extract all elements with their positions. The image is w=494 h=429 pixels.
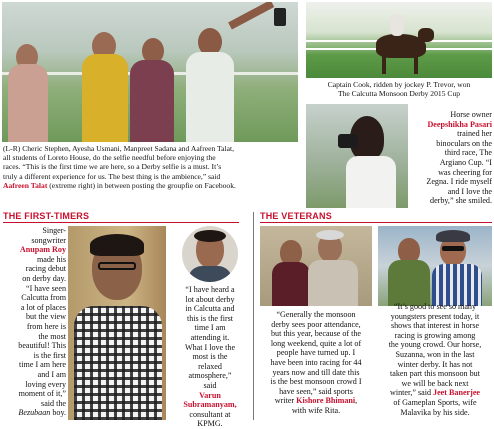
binoculars-icon [338,134,358,148]
binoculars-photo [306,104,408,208]
horse-race-photo [306,2,492,78]
jeet-text: “It’s good to see so many youngsters present today, it shows that interest in horse racing is growing among the young crowd. Our horse, Suzanna, won in the last winter derby. It has not taken part this monsoon but we will be back next winter,” said Jeet Banerjee of Gameplan Sports, wife Malavika by his side. [388,302,482,417]
sunglasses-icon [442,246,464,251]
varun-photo [182,226,238,282]
kishore-text: “Generally the monsoon derby sees poor attendance, but this year, because of the long weekend, quite a lot of people have turned up. I have been into racing for 44 years now and till date this is the best monsoon crowd I have seen,” said sports writer Kishore Bhimani, with wife Rita. [270,310,362,415]
section-title-veterans: THE VETERANS [260,211,332,221]
cap-icon [436,230,470,242]
name-deepshikha: Deepshikha Pasari [427,119,492,129]
selfie-caption: (L-R) Cheric Stephen, Ayesha Usmani, Manpreet Sadana and Aafreen Talat, all students of Loreto House, do the selfie needful before enjoying the races. “This is the first time we are here, so a Derby selfie is a must. It’s truly a different experience for us. The best thing is the ambience,” said Aafreen Talat (extreme right) in between posting the groupfie on Facebook. [3,144,236,190]
varun-text: “I have heard a lot about derby in Calcutta and this is the first time I am attending it. What I love the most is the relaxed atmosphere,” said Varun Subramanyam, consultant at KPMG. [170,285,250,429]
name-varun-2: Subramanyam, [183,400,237,410]
caption-name-aafreen: Aafreen Talat [3,180,48,190]
horse-caption: Captain Cook, ridden by jockey P. Trevor, won The Calcutta Monsoon Derby 2015 Cup [327,80,471,99]
name-varun-1: Varun [199,390,221,400]
jeet-photo [378,226,492,306]
glasses-icon [98,262,136,270]
binoculars-text: Horse owner Deepshikha Pasari trained her binoculars on the third race, The Argiano Cup. “I was cheering for Zegna. I ride myself and I love the derby,” she smiled. [408,110,492,206]
column-divider [253,212,254,420]
name-kishore: Kishore Bhimani [296,396,356,406]
anupam-photo [68,226,166,420]
phone-icon [274,8,286,26]
kishore-photo [260,226,372,306]
section-rule-first-timers [3,222,239,223]
selfie-photo [2,2,298,142]
anupam-text: Singer- songwriter Anupam Roy made his racing debut on derby day. “I have seen Calcutta from a lot of places but the view from here is the most beautiful! This is the first time I am here and I am loving every moment of it,” said the Bezubaan boy. [2,226,66,418]
section-title-first-timers: THE FIRST-TIMERS [3,211,90,221]
section-rule-veterans [260,222,492,223]
name-anupam: Anupam Roy [19,245,66,255]
name-jeet: Jeet Banerjee [433,388,481,398]
